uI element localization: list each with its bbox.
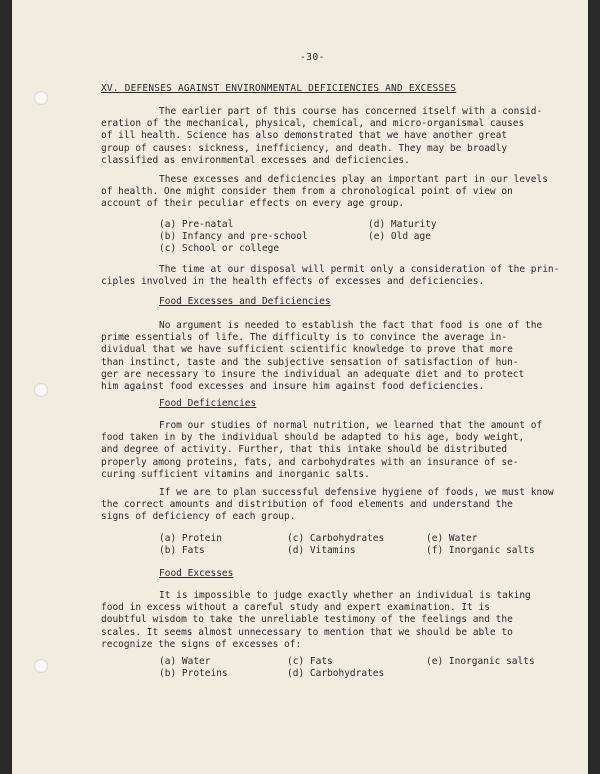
- text-line: From our studies of normal nutrition, we learned that the amount of: [159, 420, 543, 431]
- text-line: recognize the signs of excesses of:: [101, 638, 302, 650]
- punch-hole: [34, 91, 48, 105]
- punch-hole: [34, 383, 48, 397]
- subheading-food-excesses: Food Excesses: [159, 568, 234, 579]
- text-line: than instinct, taste and the subjective sensation of satisfaction of hun-: [101, 356, 519, 368]
- text-line: The earlier part of this course has concerned itself with a consid-: [159, 106, 543, 117]
- list-item: (f) Inorganic salts: [426, 545, 535, 556]
- section-heading: XV. DEFENSES AGAINST ENVIRONMENTAL DEFICIENCIES AND EXCESSES: [101, 83, 457, 94]
- text-line: group of causes: sickness, inefficiency, and death. They may be broadly: [101, 142, 508, 154]
- list-item: (e) Old age: [368, 231, 431, 242]
- text-line: prime essentials of life. The difficulty is to convince the average in-: [101, 332, 508, 344]
- text-line: him against food excesses and insure him against food deficiencies.: [101, 381, 485, 393]
- text-line: scales. It seems almost unnecessary to mention that we should be able to: [101, 626, 513, 638]
- text-line: of health. One might consider them from a chronological point of view on: [101, 186, 513, 198]
- list-item: (e) Water: [426, 533, 478, 544]
- page-number: -30-: [300, 52, 325, 63]
- text-line: and degree of activity. Further, that this intake should be distributed: [101, 444, 508, 456]
- text-line: classified as environmental excesses and deficiencies.: [101, 154, 410, 166]
- text-line: These excesses and deficiencies play an important part in our levels: [159, 174, 548, 185]
- paragraph-defensive-hygiene: [101, 487, 554, 524]
- text-line: account of their peculiar effects on every age group.: [101, 198, 405, 210]
- punch-hole: [34, 659, 48, 673]
- text-line: food in excess without a careful study and expert examination. It is: [101, 602, 490, 614]
- list-item: (b) Infancy and pre-school: [159, 231, 308, 242]
- list-item: (b) Proteins: [159, 668, 228, 679]
- list-item: (c) Carbohydrates: [287, 533, 385, 544]
- text-line: curing sufficient vitamins and inorganic salts.: [101, 468, 370, 480]
- paragraph-excess-judgment: [101, 590, 541, 651]
- text-line: ciples involved in the health effects of excesses and deficiencies.: [101, 276, 485, 288]
- text-line: of ill health. Science has also demonstrated that we have another great: [101, 130, 508, 142]
- paragraph-normal-nutrition: [101, 420, 541, 481]
- text-line: No argument is needed to establish the fact that food is one of the: [159, 320, 543, 331]
- paragraph-food-essentials: [101, 320, 541, 393]
- list-item: (a) Protein: [159, 533, 222, 544]
- text-line: food taken in by the individual should be adapted to his age, body weight,: [101, 432, 525, 444]
- text-line: dividual that we have sufficient scientific knowledge to prove that more: [101, 344, 513, 356]
- text-line: eration of the mechanical, physical, chemical, and micro-organismal causes: [101, 118, 525, 130]
- list-item: (c) Fats: [287, 656, 333, 667]
- list-item: (b) Fats: [159, 545, 205, 556]
- paragraph-intro: [101, 106, 541, 167]
- text-line: If we are to plan successful defensive hygiene of foods, we must know: [159, 487, 554, 498]
- text-line: It is impossible to judge exactly whether an individual is taking: [159, 590, 531, 601]
- text-line: the correct amounts and distribution of food elements and understand the: [101, 499, 513, 511]
- subheading-food-excesses-deficiencies: Food Excesses and Deficiencies: [159, 296, 331, 307]
- list-item: (d) Maturity: [368, 219, 437, 230]
- list-item: (e) Inorganic salts: [426, 656, 535, 667]
- list-item: (d) Vitamins: [287, 545, 356, 556]
- paragraph-age-groups: [101, 174, 548, 211]
- text-line: properly among proteins, fats, and carbohydrates with an insurance of se-: [101, 456, 519, 468]
- text-line: ger are necessary to insure the individual an adequate diet and to protect: [101, 368, 525, 380]
- list-item: (a) Water: [159, 656, 211, 667]
- list-item: (a) Pre-natal: [159, 219, 234, 230]
- document-page: [12, 0, 588, 774]
- text-line: The time at our disposal will permit only a consideration of the prin-: [159, 264, 560, 275]
- list-item: (d) Carbohydrates: [287, 668, 385, 679]
- list-item: (c) School or college: [159, 243, 280, 254]
- text-line: signs of deficiency of each group.: [101, 511, 296, 523]
- paragraph-principles: [101, 264, 560, 288]
- subheading-food-deficiencies: Food Deficiencies: [159, 398, 257, 409]
- text-line: doubtful wisdom to take the unreliable testimony of the feelings and the: [101, 614, 513, 626]
